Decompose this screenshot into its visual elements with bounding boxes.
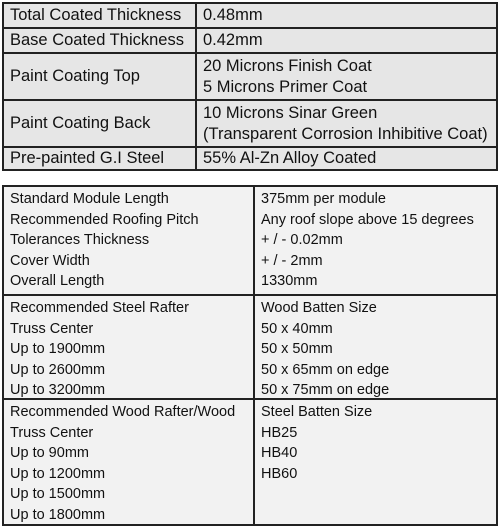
install-value: 1330mm: [261, 273, 318, 289]
install-value: Any roof slope above 15 degrees: [261, 211, 474, 228]
install-item: Overall Length: [10, 273, 105, 289]
spec-label: Paint Coating Top: [4, 54, 197, 99]
install-left-column: [4, 400, 255, 524]
installation-table: [2, 185, 498, 526]
install-item: Cover Width: [10, 252, 90, 269]
install-block-wood-rafter: [4, 400, 496, 524]
install-value: HB40: [261, 445, 298, 461]
spec-row-prepainted: [4, 148, 496, 169]
install-right-column: [255, 400, 496, 524]
install-value: 50 x 65mm on edge: [261, 361, 390, 378]
install-item: Recommended Wood Rafter/Wood: [10, 404, 236, 420]
install-item: Recommended Roofing Pitch: [10, 211, 199, 228]
install-item: Up to 1800mm: [10, 506, 106, 523]
install-item: Standard Module Length: [10, 191, 169, 207]
install-value: 50 x 75mm on edge: [261, 382, 390, 398]
spec-value-line: 0.48mm: [203, 6, 263, 24]
install-value: HB25: [261, 424, 298, 441]
spec-row-paint-top: [4, 54, 496, 101]
spec-value: [197, 29, 496, 52]
install-item: Tolerances Thickness: [10, 232, 150, 248]
install-left-column: [4, 296, 255, 398]
install-block-steel-rafter: [4, 296, 496, 400]
install-item: Up to 2600mm: [10, 361, 106, 378]
spec-row-base-thickness: [4, 29, 496, 54]
install-value: 50 x 50mm: [261, 341, 333, 357]
spec-value-line: 55% Al-Zn Alloy Coated: [203, 149, 377, 167]
install-left-column: [4, 187, 255, 294]
spec-value-line: (Transparent Corrosion Inhibitive Coat): [203, 124, 488, 143]
spec-label: Total Coated Thickness: [4, 4, 197, 27]
spec-label: Base Coated Thickness: [4, 29, 197, 52]
spec-label: Pre-painted G.I Steel: [4, 148, 197, 169]
spec-value: [197, 101, 496, 146]
spec-value: [197, 4, 496, 27]
spec-value-line: 10 Microns Sinar Green: [203, 103, 378, 122]
install-item: Recommended Steel Rafter: [10, 300, 189, 316]
install-value: HB60: [261, 465, 298, 482]
spec-label: Paint Coating Back: [4, 101, 197, 146]
install-item: Up to 1900mm: [10, 341, 106, 357]
install-item: Up to 90mm: [10, 445, 89, 461]
spec-row-total-thickness: [4, 4, 496, 29]
spec-value-line: 20 Microns Finish Coat: [203, 56, 372, 75]
install-block-module: [4, 187, 496, 296]
install-item: Truss Center: [10, 320, 94, 337]
install-value: + / - 0.02mm: [261, 232, 343, 248]
install-value: Steel Batten Size: [261, 404, 373, 420]
install-value: 50 x 40mm: [261, 320, 333, 337]
install-right-column: [255, 296, 496, 398]
spec-value-line: 0.42mm: [203, 31, 263, 49]
install-item: Up to 1500mm: [10, 486, 106, 502]
install-item: Up to 1200mm: [10, 465, 106, 482]
spec-value: [197, 148, 496, 169]
install-right-column: [255, 187, 496, 294]
install-value: 375mm per module: [261, 191, 386, 207]
install-value: Wood Batten Size: [261, 300, 377, 316]
install-item: Up to 3200mm: [10, 382, 106, 398]
spec-value-line: 5 Microns Primer Coat: [203, 77, 368, 96]
install-value: + / - 2mm: [261, 252, 323, 269]
coating-spec-table: [2, 2, 498, 171]
install-item: Truss Center: [10, 424, 94, 441]
spec-row-paint-back: [4, 101, 496, 148]
spec-value: [197, 54, 496, 99]
